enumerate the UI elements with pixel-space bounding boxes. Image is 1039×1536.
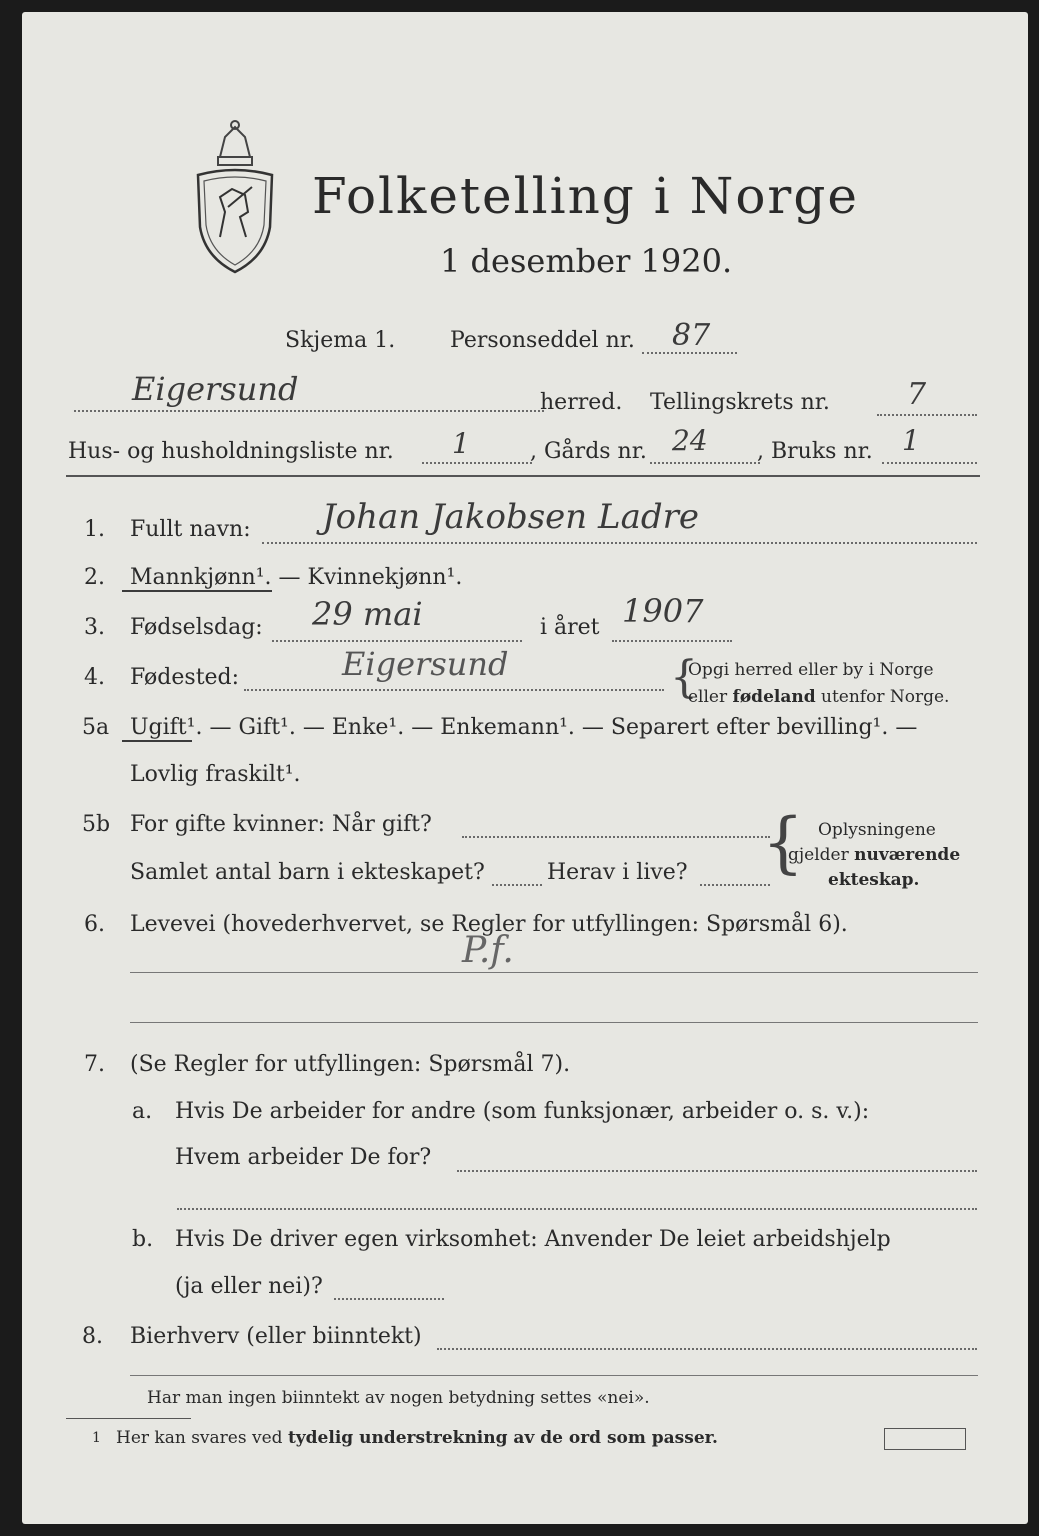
q4-note-2: eller fødeland utenfor Norge. xyxy=(688,687,950,707)
q5b-note-1: Oplysningene xyxy=(818,820,936,840)
norwegian-coat-of-arms-icon xyxy=(190,117,280,277)
q7-text: (Se Regler for utfyllingen: Spørsmål 7). xyxy=(130,1052,571,1077)
q1-label: Fullt navn: xyxy=(130,517,251,542)
census-form-page xyxy=(22,12,1028,1524)
printer-stamp xyxy=(884,1428,966,1450)
birthdate-line xyxy=(272,640,522,642)
q4-note-1: Opgi herred eller by i Norge xyxy=(688,660,934,680)
birthyear-value: 1907 xyxy=(622,592,704,630)
birthyear-line xyxy=(612,640,732,642)
marital-status-options: Ugift¹. — Gift¹. — Enke¹. — Enkemann¹. — Separert efter bevilling¹. — xyxy=(130,715,918,740)
q6-line-2 xyxy=(130,1022,978,1023)
q1-number: 1. xyxy=(84,517,105,542)
q5b-alive: Herav i live? xyxy=(547,860,688,885)
q7b-text-2: (ja eller nei)? xyxy=(175,1274,323,1299)
sex-underline xyxy=(122,590,272,592)
q7b-line xyxy=(334,1298,444,1300)
q3-year-label: i året xyxy=(540,615,600,640)
footnote-divider xyxy=(66,1418,191,1419)
q5b-alive-line xyxy=(700,884,770,886)
q8-line-1 xyxy=(437,1348,977,1350)
q7a-text-1: Hvis De arbeider for andre (som funksjonær, arbeider o. s. v.): xyxy=(175,1099,870,1124)
schema-label: Skjema 1. xyxy=(285,328,396,353)
herred-label: herred. xyxy=(540,390,623,415)
tellingskrets-line xyxy=(877,414,977,416)
q5b-note-3: ekteskap. xyxy=(828,870,920,890)
hus-label: Hus- og husholdningsliste nr. xyxy=(68,439,394,464)
q5b-brace: { xyxy=(762,804,804,881)
q7b-text-1: Hvis De driver egen virksomhet: Anvender De leiet arbeidshjelp xyxy=(175,1227,891,1252)
q3-number: 3. xyxy=(84,615,105,640)
q5b-married-when: For gifte kvinner: Når gift? xyxy=(130,812,432,837)
bruks-value: 1 xyxy=(902,424,920,457)
q7-number: 7. xyxy=(84,1052,105,1077)
occupation-value: P.f. xyxy=(462,930,514,971)
q7a-text-2: Hvem arbeider De for? xyxy=(175,1145,432,1170)
q4-label: Fødested: xyxy=(130,665,240,690)
herred-value: Eigersund xyxy=(132,370,299,408)
q5b-married-line xyxy=(462,836,770,838)
q4-number: 4. xyxy=(84,665,105,690)
bruks-label: , Bruks nr. xyxy=(757,439,873,464)
q5b-note-2: gjelder nuværende xyxy=(788,845,961,865)
q3-label: Fødselsdag: xyxy=(130,615,263,640)
hus-value: 1 xyxy=(452,427,470,460)
footnote-text: Her kan svares ved tydelig understrekning av de ord som passer. xyxy=(116,1428,718,1448)
q6-line-1 xyxy=(130,972,978,973)
q5b-children: Samlet antal barn i ekteskapet? xyxy=(130,860,485,885)
q5b-number: 5b xyxy=(82,812,111,837)
q7a-line-1 xyxy=(457,1170,977,1172)
bruks-line xyxy=(882,462,977,464)
birthdate-value: 29 mai xyxy=(312,595,423,633)
tellingskrets-label: Tellingskrets nr. xyxy=(650,390,830,415)
full-name-value: Johan Jakobsen Ladre xyxy=(322,497,699,537)
q8-note: Har man ingen biinntekt av nogen betydning settes «nei». xyxy=(147,1388,650,1408)
q5a-number: 5a xyxy=(82,715,110,740)
q8-text: Bierhverv (eller biinntekt) xyxy=(130,1324,422,1349)
census-date: 1 desember 1920. xyxy=(440,242,733,280)
gards-value: 24 xyxy=(672,424,708,457)
marital-underline xyxy=(122,740,192,742)
header-divider xyxy=(66,475,980,477)
birthplace-line xyxy=(244,689,664,691)
form-title: Folketelling i Norge xyxy=(312,167,859,225)
q5b-children-line xyxy=(492,884,542,886)
person-number-value: 87 xyxy=(672,318,711,353)
q8-number: 8. xyxy=(82,1324,103,1349)
sex-options: Mannkjønn¹. — Kvinnekjønn¹. xyxy=(130,565,463,590)
q2-number: 2. xyxy=(84,565,105,590)
q6-text: Levevei (hovederhvervet, se Regler for utfyllingen: Spørsmål 6). xyxy=(130,912,848,937)
q7a-letter: a. xyxy=(132,1099,153,1124)
q8-line-2 xyxy=(130,1375,978,1376)
footnote-mark: 1 xyxy=(92,1430,101,1446)
gards-line xyxy=(650,462,760,464)
gards-label: , Gårds nr. xyxy=(530,439,647,464)
person-number-label: Personseddel nr. xyxy=(450,328,635,353)
tellingskrets-value: 7 xyxy=(907,377,927,412)
q1-line xyxy=(262,542,977,544)
q7a-line-2 xyxy=(177,1208,977,1210)
hus-line xyxy=(422,462,532,464)
birthplace-value: Eigersund xyxy=(342,645,509,683)
q6-number: 6. xyxy=(84,912,105,937)
q7b-letter: b. xyxy=(132,1227,154,1252)
marital-status-options-2: Lovlig fraskilt¹. xyxy=(130,762,301,787)
q4-brace: { xyxy=(670,652,698,703)
herred-line xyxy=(74,410,544,412)
